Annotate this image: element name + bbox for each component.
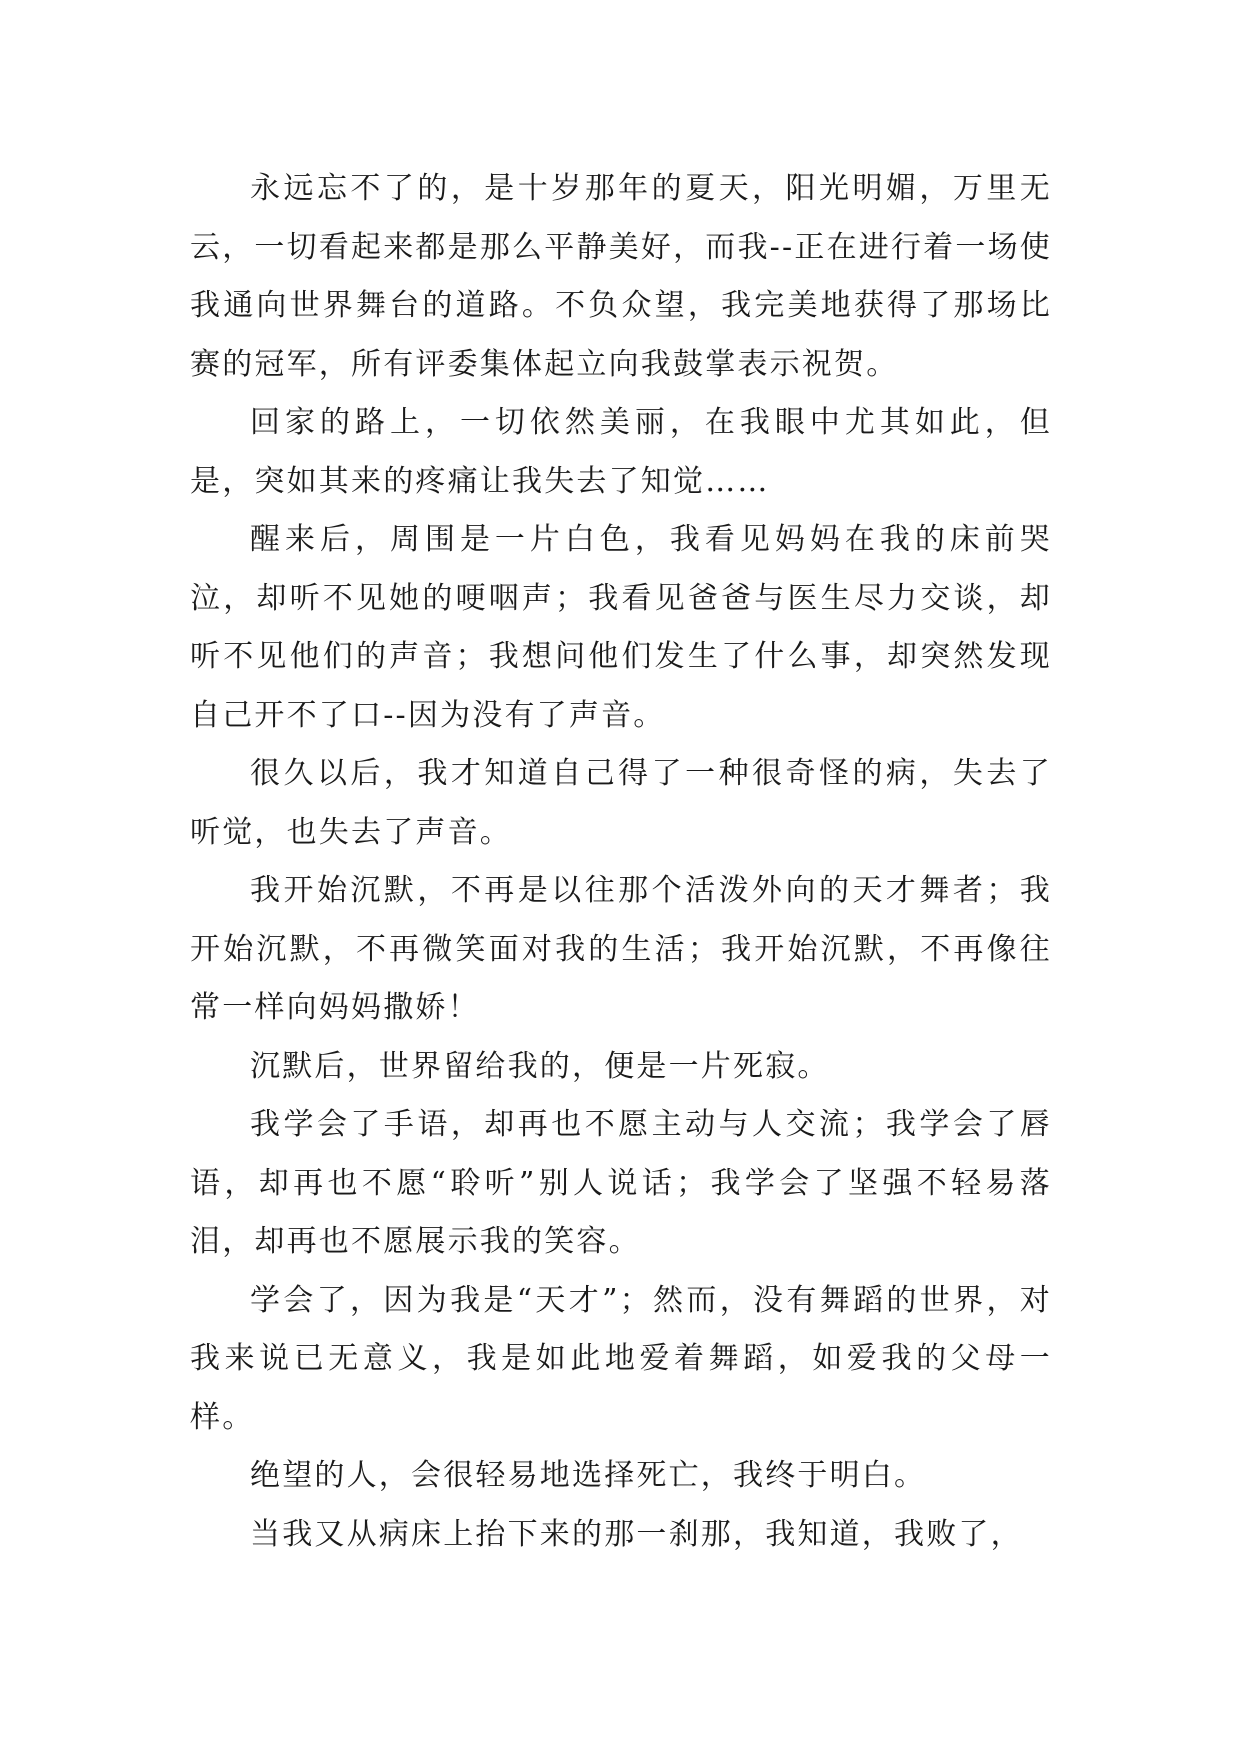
paragraph: 很久以后，我才知道自己得了一种很奇怪的病，失去了听觉，也失去了声音。 xyxy=(190,756,1052,850)
paragraph: 学会了，因为我是“天才”；然而，没有舞蹈的世界，对我来说已无意义，我是如此地爱着舞蹈，如爱我的父母一样。 xyxy=(190,1282,1052,1435)
document-body xyxy=(190,160,1052,1564)
paragraph: 醒来后，周围是一片白色，我看见妈妈在我的床前哭泣，却听不见她的哽咽声；我看见爸爸与医生尽力交谈，却听不见他们的声音；我想问他们发生了什么事，却突然发现自己开不了口--因为没有了声音。 xyxy=(190,522,1052,733)
paragraph: 绝望的人，会很轻易地选择死亡，我终于明白。 xyxy=(250,1458,927,1493)
paragraph: 我学会了手语，却再也不愿主动与人交流；我学会了唇语，却再也不愿“聆听”别人说话；我学会了坚强不轻易落泪，却再也不愿展示我的笑容。 xyxy=(190,1107,1052,1259)
paragraph: 我开始沉默，不再是以往那个活泼外向的天才舞者；我开始沉默，不再微笑面对我的生活；我开始沉默，不再像往常一样向妈妈撒娇！ xyxy=(190,873,1052,1025)
paragraph: 回家的路上，一切依然美丽，在我眼中尤其如此，但是，突如其来的疼痛让我失去了知觉…… xyxy=(190,405,1052,499)
paragraph: 沉默后，世界留给我的，便是一片死寂。 xyxy=(250,1048,830,1084)
paragraph: 永远忘不了的，是十岁那年的夏天，阳光明媚，万里无云，一切看起来都是那么平静美好，而我--正在进行着一场使我通向世界舞台的道路。不负众望，我完美地获得了那场比赛的冠军，所有评委集体起立向我鼓掌表示祝贺。 xyxy=(190,171,1052,382)
paragraph: 当我又从病床上抬下来的那一刹那，我知道，我败了， xyxy=(250,1516,1023,1552)
